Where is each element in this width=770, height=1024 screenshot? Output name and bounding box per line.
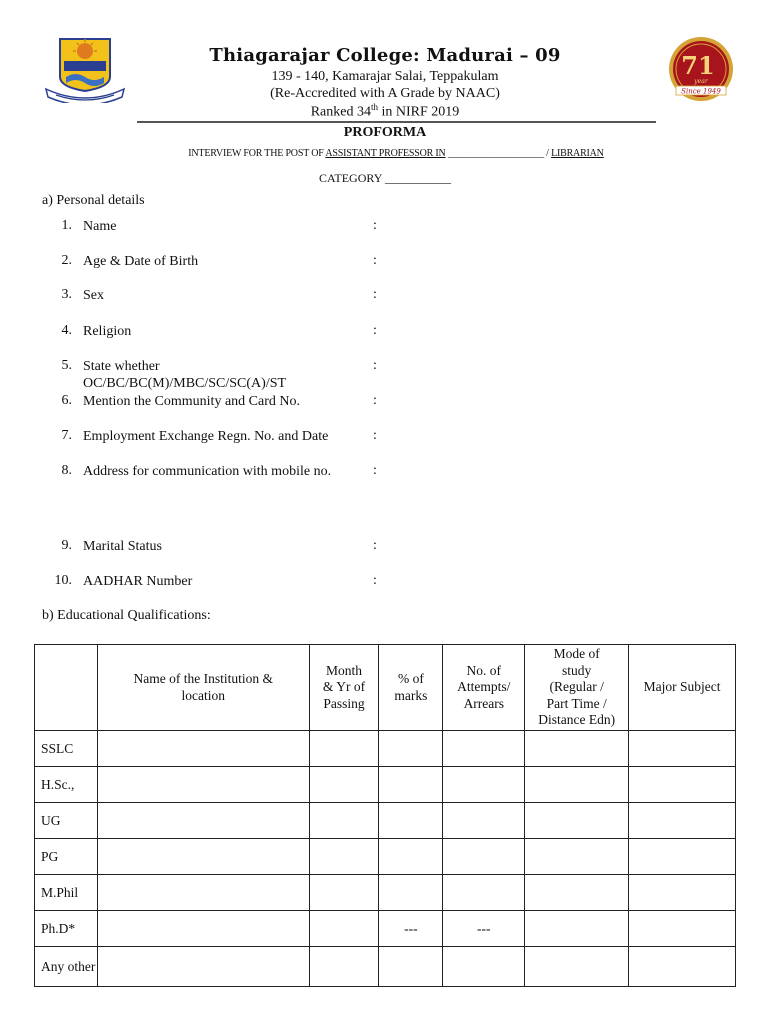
accreditation: (Re-Accredited with A Grade by NAAC) bbox=[270, 86, 500, 101]
major-subject-cell[interactable] bbox=[629, 875, 736, 911]
item-number: 9. bbox=[61, 538, 72, 553]
header-line: Month bbox=[325, 662, 362, 678]
address-label: Address for communication with mobile no. bbox=[83, 464, 332, 479]
employment-exchange-label: Employment Exchange Regn. No. and Date bbox=[83, 429, 329, 444]
table-row bbox=[35, 947, 736, 987]
table-row bbox=[35, 839, 736, 875]
attempts-cell[interactable] bbox=[443, 803, 525, 839]
college-name: Thiagarajar College: Madurai – 09 bbox=[209, 45, 561, 66]
table-row bbox=[35, 731, 736, 767]
item-number: 6. bbox=[61, 393, 72, 408]
marks-cell[interactable] bbox=[379, 731, 443, 767]
major-subject-cell[interactable] bbox=[629, 839, 736, 875]
education-table bbox=[34, 644, 736, 987]
badge-since: Since 1949 bbox=[681, 87, 721, 96]
major-subject-cell[interactable] bbox=[629, 911, 736, 947]
item-number: 10. bbox=[54, 573, 72, 588]
item-number: 2. bbox=[61, 253, 72, 268]
aadhar-label: AADHAR Number bbox=[83, 574, 193, 589]
item-number: 1. bbox=[61, 218, 72, 233]
institution-cell[interactable] bbox=[97, 875, 309, 911]
form-title: PROFORMA bbox=[343, 125, 427, 140]
month-year-cell[interactable] bbox=[309, 947, 379, 987]
table-row bbox=[35, 767, 736, 803]
institution-cell[interactable] bbox=[97, 767, 309, 803]
level-header bbox=[35, 645, 98, 731]
header-line: % of bbox=[397, 671, 424, 686]
month-year-cell[interactable] bbox=[309, 911, 379, 947]
interview-line bbox=[0, 148, 770, 159]
marks-cell[interactable]: --- bbox=[379, 911, 443, 947]
header-line: No. of bbox=[466, 662, 502, 678]
marital-status-colon: : bbox=[373, 538, 377, 553]
item-number: 4. bbox=[61, 323, 72, 338]
community-card-label: Mention the Community and Card No. bbox=[83, 394, 300, 409]
educational-qualifications-heading: b) Educational Qualifications: bbox=[42, 608, 211, 623]
level-cell: H.Sc., bbox=[35, 767, 98, 803]
community-options-label: OC/BC/BC(M)/MBC/SC/SC(A)/ST bbox=[83, 376, 287, 391]
header-line: Arrears bbox=[463, 695, 505, 711]
marks-cell[interactable] bbox=[379, 875, 443, 911]
attempts-cell[interactable] bbox=[443, 839, 525, 875]
month-year-cell[interactable] bbox=[309, 767, 379, 803]
marks-cell[interactable] bbox=[379, 947, 443, 987]
level-cell: PG bbox=[35, 839, 98, 875]
marks-cell[interactable] bbox=[379, 803, 443, 839]
table-row bbox=[35, 911, 736, 947]
item-number: 3. bbox=[61, 287, 72, 302]
attempts-cell[interactable] bbox=[443, 875, 525, 911]
age-dob-label: Age & Date of Birth bbox=[83, 254, 199, 269]
employment-exchange-colon: : bbox=[373, 428, 377, 443]
table-header-row bbox=[35, 645, 736, 731]
interview-alt: LIBRARIAN bbox=[551, 148, 604, 159]
community-card-colon: : bbox=[373, 393, 377, 408]
ranking bbox=[0, 102, 770, 121]
institution-cell[interactable] bbox=[97, 947, 309, 987]
ranking-prefix: Ranked 34 bbox=[310, 104, 371, 120]
address-colon: : bbox=[373, 463, 377, 478]
major-subject-cell[interactable] bbox=[629, 731, 736, 767]
personal-details-heading: a) Personal details bbox=[42, 193, 145, 208]
mode-cell[interactable] bbox=[525, 947, 629, 987]
header-line: Name of the Institution & bbox=[133, 671, 273, 686]
sex-label: Sex bbox=[83, 288, 104, 303]
ranking-sup: th bbox=[370, 102, 378, 112]
item-number: 8. bbox=[61, 463, 72, 478]
mode-cell[interactable] bbox=[525, 875, 629, 911]
state-whether-colon: : bbox=[373, 358, 377, 373]
header-line: Mode of bbox=[553, 646, 600, 662]
major-subject-header bbox=[629, 645, 736, 731]
header-line: & Yr of bbox=[322, 679, 366, 695]
table-row bbox=[35, 875, 736, 911]
level-cell: UG bbox=[35, 803, 98, 839]
attempts-cell[interactable] bbox=[443, 947, 525, 987]
header-line: Attempts/ bbox=[457, 679, 511, 695]
religion-label: Religion bbox=[83, 324, 132, 339]
mode-cell[interactable] bbox=[525, 767, 629, 803]
level-cell: SSLC bbox=[35, 731, 98, 767]
major-subject-cell[interactable] bbox=[629, 767, 736, 803]
name-label: Name bbox=[83, 219, 117, 234]
name-colon: : bbox=[373, 218, 377, 233]
age-dob-colon: : bbox=[373, 253, 377, 268]
month-year-cell[interactable] bbox=[309, 731, 379, 767]
marks-cell[interactable] bbox=[379, 767, 443, 803]
attempts-cell[interactable] bbox=[443, 767, 525, 803]
month-year-cell[interactable] bbox=[309, 839, 379, 875]
major-subject-cell[interactable] bbox=[629, 947, 736, 987]
header-line: (Regular / bbox=[549, 679, 604, 695]
month-year-cell[interactable] bbox=[309, 875, 379, 911]
institution-cell[interactable] bbox=[97, 803, 309, 839]
aadhar-colon: : bbox=[373, 573, 377, 588]
major-subject-cell[interactable] bbox=[629, 803, 736, 839]
mode-cell[interactable] bbox=[525, 803, 629, 839]
sex-colon: : bbox=[373, 287, 377, 302]
institution-cell[interactable] bbox=[97, 731, 309, 767]
month-year-cell[interactable] bbox=[309, 803, 379, 839]
header-line: Major Subject bbox=[643, 679, 721, 695]
ranking-suffix: in NIRF 2019 bbox=[377, 104, 460, 120]
religion-colon: : bbox=[373, 323, 377, 338]
header-line: Part Time / bbox=[546, 695, 607, 711]
header-line: study bbox=[562, 662, 592, 678]
mode-header bbox=[525, 645, 629, 731]
mode-cell[interactable] bbox=[525, 731, 629, 767]
table-row bbox=[35, 803, 736, 839]
header-line: Distance Edn) bbox=[538, 712, 616, 728]
institution-cell[interactable] bbox=[97, 911, 309, 947]
badge-year-word: year bbox=[694, 78, 708, 85]
marks-cell[interactable] bbox=[379, 839, 443, 875]
item-number: 5. bbox=[61, 358, 72, 373]
institution-header bbox=[97, 645, 309, 731]
level-cell: M.Phil bbox=[35, 875, 98, 911]
interview-blank: ____________________ / bbox=[445, 148, 552, 159]
badge-number: 71 bbox=[681, 51, 715, 80]
level-cell: Ph.D* bbox=[35, 911, 98, 947]
attempts-header bbox=[443, 645, 525, 731]
level-cell: Any other bbox=[35, 947, 98, 987]
attempts-cell[interactable]: --- bbox=[443, 911, 525, 947]
header-line: marks bbox=[394, 687, 428, 703]
month-year-header bbox=[309, 645, 379, 731]
college-address: 139 - 140, Kamarajar Salai, Teppakulam bbox=[271, 69, 499, 84]
mode-cell[interactable] bbox=[525, 839, 629, 875]
header-divider bbox=[137, 121, 656, 123]
state-whether-label: State whether bbox=[83, 359, 160, 374]
institution-cell[interactable] bbox=[97, 839, 309, 875]
marks-header bbox=[379, 645, 443, 731]
attempts-cell[interactable] bbox=[443, 731, 525, 767]
mode-cell[interactable] bbox=[525, 911, 629, 947]
interview-prefix: INTERVIEW FOR THE POST OF bbox=[188, 148, 326, 159]
category-line: CATEGORY ___________ bbox=[319, 171, 451, 185]
header-line: Passing bbox=[323, 695, 365, 711]
header-line: location bbox=[181, 687, 225, 703]
item-number: 7. bbox=[61, 428, 72, 443]
interview-post: ASSISTANT PROFESSOR IN bbox=[325, 148, 446, 159]
marital-status-label: Marital Status bbox=[83, 539, 162, 554]
